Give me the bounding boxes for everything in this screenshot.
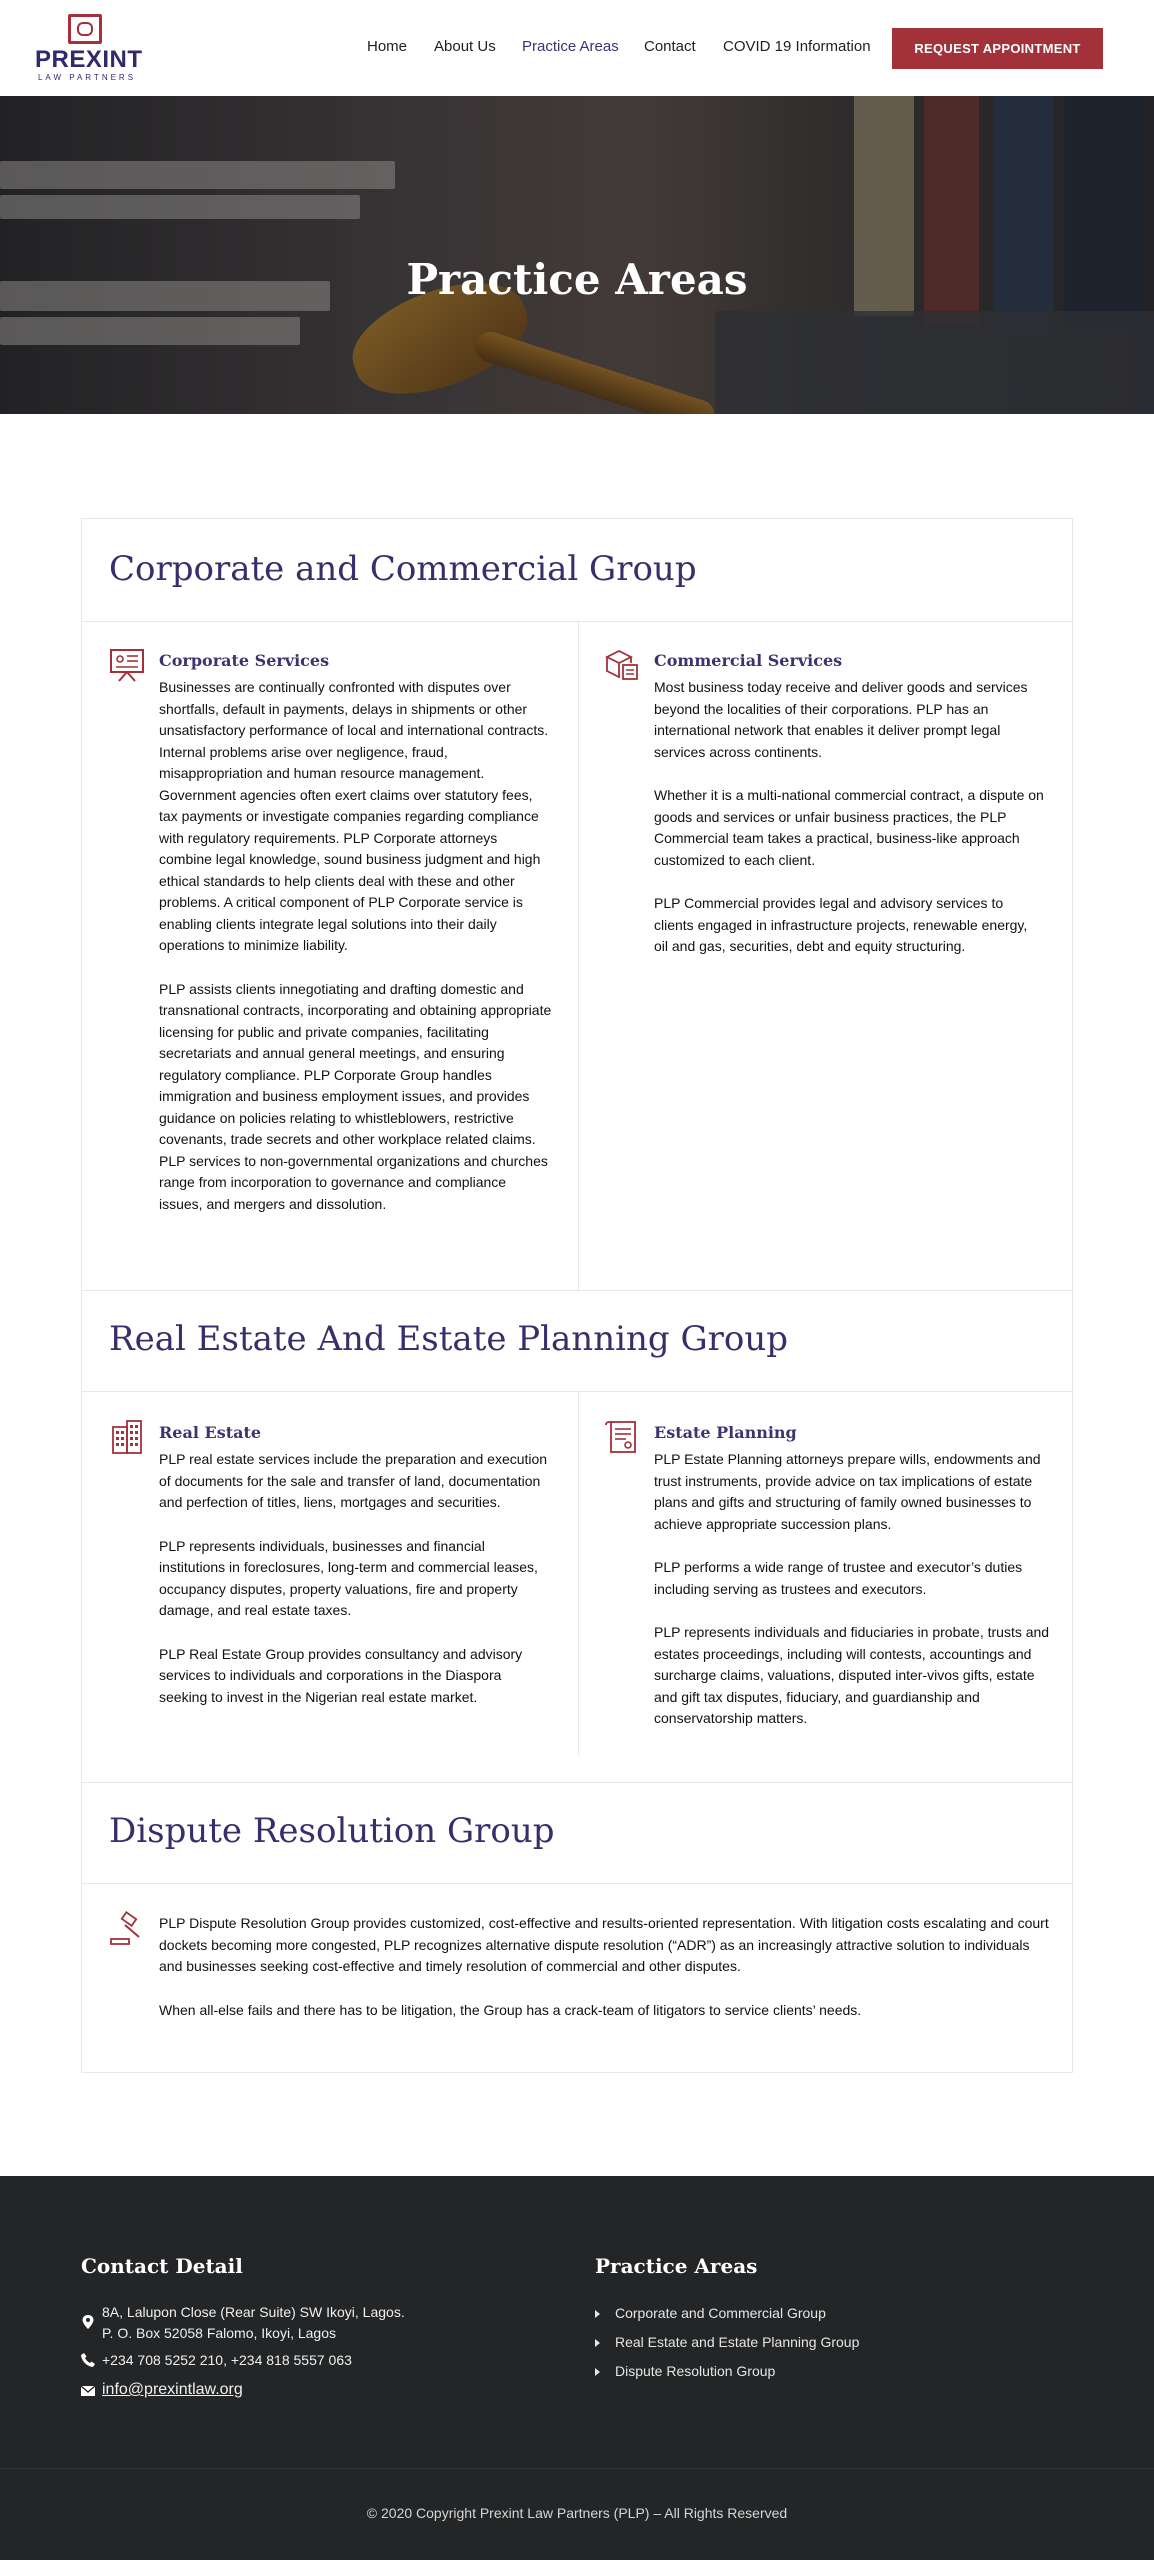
- group-title-dispute: Dispute Resolution Group: [109, 1811, 555, 1851]
- service-paragraph: PLP Commercial provides legal and advisory services to clients engaged in infrastructure projects, renewable energy, oil and gas, securities, debt and equity structuring.: [654, 895, 1028, 954]
- document-scroll-icon: [604, 1419, 640, 1455]
- service-body: [159, 1449, 552, 1730]
- footer-practice-heading: Practice Areas: [595, 2254, 758, 2278]
- logo-text: PREXINT: [35, 46, 143, 73]
- service-paragraph: PLP Dispute Resolution Group provides customized, cost-effective and results-oriented representation. With litigation costs escalating and court dockets becoming more congested, PLP recognizes alternative dispute resolution (“ADR”) as an increasingly attractive solution to individuals and businesses seeking cost-effective and timely resolution of commercial and other disputes.: [159, 1915, 1049, 1974]
- service-paragraph: Most business today receive and deliver goods and services beyond the localities of their corporations. PLP has an international network that enables it deliver prompt legal services across continents.: [654, 679, 1028, 760]
- email-link[interactable]: info@prexintlaw.org: [102, 2381, 243, 2398]
- service-body: [159, 677, 552, 1237]
- service-paragraph: PLP Real Estate Group provides consultancy and advisory services to individuals and corporations in the Diaspora seeking to invest in the Nigerian real estate market.: [159, 1645, 523, 1705]
- caret-right-icon: [595, 2310, 600, 2318]
- copyright-text: © 2020 Copyright Prexint Law Partners (PLP) – All Rights Reserved: [366, 2505, 788, 2521]
- boxes-icon: [604, 647, 640, 683]
- service-paragraph: PLP Estate Planning attorneys prepare wills, endowments and trust instruments, provide advice on tax implications of estate plans and gifts and structuring of family owned businesses to achieve appropriate succession plans.: [654, 1451, 1041, 1532]
- address-line-2: P. O. Box 52058 Falomo, Ikoyi, Lagos: [102, 2325, 336, 2341]
- logo-subtext: LAW PARTNERS: [37, 73, 137, 82]
- service-title: Estate Planning: [654, 1423, 797, 1442]
- group-header-corporate: [82, 519, 1072, 622]
- nav-practice-areas[interactable]: Practice Areas: [522, 38, 619, 55]
- service-body: [654, 677, 1044, 980]
- service-body: [159, 1913, 1052, 2043]
- group-title-real-estate: Real Estate And Estate Planning Group: [109, 1319, 788, 1359]
- group-title-corporate: Corporate and Commercial Group: [109, 549, 697, 589]
- service-title: Commercial Services: [654, 651, 843, 670]
- service-paragraph: Businesses are continually confronted with disputes over shortfalls, default in payments, delays in shipments or other unsatisfactory performance of local and international contracts. Internal problems arise over negligence, fraud, misappropriation and human resource management. Government agencies often exert claims over statutory fees, tax payments or investigate companies regarding compliance with regulatory requirements. PLP Corporate attorneys combine legal knowledge, sound business judgment and high ethical standards to help clients deal with these and other problems. A critical component of PLP Corporate service is enabling clients integrate legal solutions into their daily operations to minimize liability.: [159, 679, 549, 953]
- footer-link-corporate[interactable]: Corporate and Commercial Group: [615, 2305, 826, 2321]
- building-icon: [109, 1419, 145, 1455]
- service-title: Corporate Services: [159, 651, 330, 670]
- gavel-icon: [109, 1911, 145, 1947]
- site-header: [0, 0, 1154, 96]
- contact-heading: Contact Detail: [81, 2254, 243, 2278]
- service-title: Real Estate: [159, 1423, 262, 1442]
- page-title: Practice Areas: [406, 255, 748, 304]
- caret-right-icon: [595, 2368, 600, 2376]
- hero-banner: [0, 96, 1154, 414]
- nav-covid-information[interactable]: COVID 19 Information: [723, 38, 871, 55]
- request-appointment-button[interactable]: REQUEST APPOINTMENT: [892, 28, 1103, 69]
- service-paragraph: PLP performs a wide range of trustee and executor’s duties including serving as trustees and executors.: [654, 1559, 1023, 1597]
- group-header-real-estate: [82, 1290, 1072, 1392]
- nav-about-us[interactable]: About Us: [434, 38, 496, 55]
- address-line-1: 8A, Lalupon Close (Rear Suite) SW Ikoyi, Lagos.: [102, 2304, 405, 2320]
- group-header-dispute: [82, 1782, 1072, 1884]
- nav-contact[interactable]: Contact: [644, 38, 696, 55]
- service-paragraph: PLP real estate services include the preparation and execution of documents for the sale and transfer of land, documentation and perfection of titles, liens, mortgages and securities.: [159, 1451, 548, 1510]
- service-paragraph: PLP represents individuals, businesses and financial institutions in foreclosures, long-term and commercial leases, occupancy disputes, property valuations, fire and property damage, and real estate taxes.: [159, 1537, 538, 1618]
- caret-right-icon: [595, 2339, 600, 2347]
- logo-mark-icon: [68, 14, 102, 44]
- map-pin-icon: [81, 2315, 95, 2329]
- footer-link-real-estate[interactable]: Real Estate and Estate Planning Group: [615, 2334, 860, 2350]
- service-paragraph: PLP assists clients innegotiating and drafting domestic and transnational contracts, incorporating and obtaining appropriate licensing for public and private companies, facilitating secretariats and annual general meetings, and ensuring regulatory compliance. PLP Corporate Group handles immigration and business employment issues, and provides guidance on policies relating to whistleblowers, restrictive covenants, trade secrets and other workplace related claims. PLP services to non-governmental organizations and churches range from incorporation to governance and compliance issues, and mergers and dissolution.: [159, 980, 552, 1212]
- phone-icon: [81, 2353, 95, 2367]
- footer-link-dispute[interactable]: Dispute Resolution Group: [615, 2363, 776, 2379]
- service-paragraph: When all-else fails and there has to be litigation, the Group has a crack-team of litigators to service clients’ needs.: [159, 2001, 862, 2018]
- envelope-icon: [81, 2384, 95, 2398]
- footer-divider: [0, 2468, 1154, 2469]
- service-body: [654, 1449, 1054, 1752]
- site-footer: [0, 2176, 1154, 2560]
- phone-numbers[interactable]: +234 708 5252 210, +234 818 5557 063: [102, 2352, 352, 2368]
- service-paragraph: Whether it is a multi-national commercial contract, a dispute on goods and services or unfair business practices, the PLP Commercial team takes a practical, business-like approach customized to each client.: [654, 787, 1044, 868]
- site-logo[interactable]: [35, 12, 143, 84]
- practice-areas-card: [81, 518, 1073, 2073]
- nav-home[interactable]: Home: [367, 38, 408, 55]
- service-paragraph: PLP represents individuals and fiduciaries in probate, trusts and estates proceedings, including will contests, accountings and surcharge claims, valuations, disputed inter-vivos gifts, estate and gift tax disputes, fiduciary, and guardianship and conservatorship matters.: [654, 1624, 1050, 1726]
- presentation-board-icon: [109, 647, 145, 683]
